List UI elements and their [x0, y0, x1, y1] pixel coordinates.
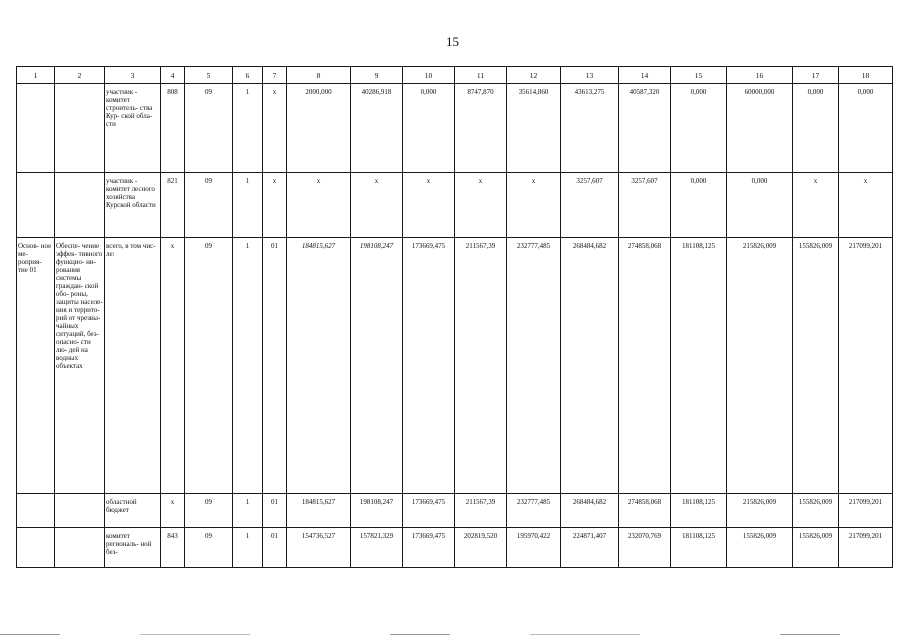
value-cell: 217099,201 — [839, 528, 893, 568]
value-cell: 60000,000 — [727, 84, 793, 173]
participant-cell: участник - комитет строитель- ства Кур- ской обла- сти — [105, 84, 161, 173]
table-row-main-measure-total — [17, 238, 893, 494]
value-cell: 217099,201 — [839, 494, 893, 528]
description-cell — [55, 84, 105, 173]
header-cell: 18 — [839, 67, 893, 84]
value-cell: 843 — [161, 528, 185, 568]
participant-cell: областной бюджет — [105, 494, 161, 528]
measure-cell — [17, 494, 55, 528]
measure-cell: Основ- ное ме- роприя- тие 01 — [17, 238, 55, 494]
header-cell: 11 — [455, 67, 507, 84]
participant-cell: комитет региональ- ной без- — [105, 528, 161, 568]
participant-cell: всего, в том чис- ле: — [105, 238, 161, 494]
value-cell: 173669,475 — [403, 494, 455, 528]
value-cell: 1 — [233, 238, 263, 494]
scan-edge-line — [0, 634, 905, 635]
value-cell: 808 — [161, 84, 185, 173]
header-cell: 17 — [793, 67, 839, 84]
value-cell: х — [507, 173, 561, 238]
table-row-construction-committee — [17, 84, 893, 173]
value-cell: 211567,39 — [455, 494, 507, 528]
value-cell: 40286,918 — [351, 84, 403, 173]
value-cell: 211567,39 — [455, 238, 507, 494]
value-cell: х — [263, 173, 287, 238]
value-cell: 274858,068 — [619, 494, 671, 528]
description-cell — [55, 173, 105, 238]
value-cell: 268484,682 — [561, 238, 619, 494]
value-cell: 43613,275 — [561, 84, 619, 173]
header-cell: 15 — [671, 67, 727, 84]
value-cell: 2000,000 — [287, 84, 351, 173]
header-cell: 5 — [185, 67, 233, 84]
value-cell: 198108,247 — [351, 238, 403, 494]
description-cell — [55, 528, 105, 568]
value-cell: 01 — [263, 494, 287, 528]
description-cell: Обеспе- чение эффек- тивного функцио- ни- рования системы граждан- ской обо- роны, защиты населе- ния и террито- рий от чрезвы- чайных ситуаций, без- опасно- сти лю- дей на водных объектах — [55, 238, 105, 494]
value-cell: 0,000 — [839, 84, 893, 173]
value-cell: 1 — [233, 84, 263, 173]
measure-cell — [17, 173, 55, 238]
value-cell: 202819,520 — [455, 528, 507, 568]
table-header-row — [17, 67, 893, 84]
budget-table — [16, 66, 893, 568]
value-cell: х — [351, 173, 403, 238]
value-cell: 274858,068 — [619, 238, 671, 494]
table-row-forestry-committee — [17, 173, 893, 238]
value-cell: 217099,201 — [839, 238, 893, 494]
value-cell: 1 — [233, 528, 263, 568]
value-cell: 181108,125 — [671, 494, 727, 528]
value-cell: 09 — [185, 238, 233, 494]
value-cell: 155826,009 — [793, 494, 839, 528]
header-cell: 2 — [55, 67, 105, 84]
value-cell: х — [161, 494, 185, 528]
header-cell: 14 — [619, 67, 671, 84]
header-cell: 1 — [17, 67, 55, 84]
value-cell: 09 — [185, 173, 233, 238]
value-cell: х — [455, 173, 507, 238]
header-cell: 7 — [263, 67, 287, 84]
value-cell: 09 — [185, 494, 233, 528]
header-cell: 10 — [403, 67, 455, 84]
value-cell: 35614,860 — [507, 84, 561, 173]
measure-cell — [17, 84, 55, 173]
value-cell: 01 — [263, 528, 287, 568]
value-cell: 155826,009 — [727, 528, 793, 568]
value-cell: 3257,607 — [561, 173, 619, 238]
value-cell: 198108,247 — [351, 494, 403, 528]
header-cell: 8 — [287, 67, 351, 84]
value-cell: 215826,009 — [727, 238, 793, 494]
participant-cell: участник - комитет лесного хозяйства Курской области — [105, 173, 161, 238]
value-cell: 155826,009 — [793, 238, 839, 494]
value-cell: 154736,527 — [287, 528, 351, 568]
value-cell: 0,000 — [671, 84, 727, 173]
measure-cell — [17, 528, 55, 568]
value-cell: х — [161, 238, 185, 494]
value-cell: 224871,407 — [561, 528, 619, 568]
page-number: 15 — [446, 34, 459, 49]
value-cell: х — [263, 84, 287, 173]
value-cell: х — [287, 173, 351, 238]
value-cell: 184815,627 — [287, 494, 351, 528]
value-cell: 195970,422 — [507, 528, 561, 568]
value-cell: 821 — [161, 173, 185, 238]
value-cell: 1 — [233, 173, 263, 238]
header-cell: 3 — [105, 67, 161, 84]
value-cell: 01 — [263, 238, 287, 494]
table-row-regional-security-committee — [17, 528, 893, 568]
value-cell: 173669,475 — [403, 238, 455, 494]
header-cell: 12 — [507, 67, 561, 84]
description-cell — [55, 494, 105, 528]
value-cell: 184815,627 — [287, 238, 351, 494]
value-cell: 1 — [233, 494, 263, 528]
header-cell: 4 — [161, 67, 185, 84]
value-cell: 0,000 — [403, 84, 455, 173]
value-cell: 0,000 — [671, 173, 727, 238]
value-cell: 181108,125 — [671, 528, 727, 568]
value-cell: 232777,485 — [507, 494, 561, 528]
value-cell: 173669,475 — [403, 528, 455, 568]
value-cell: х — [793, 173, 839, 238]
value-cell: 0,000 — [793, 84, 839, 173]
value-cell: 3257,607 — [619, 173, 671, 238]
value-cell: 268484,682 — [561, 494, 619, 528]
value-cell: х — [403, 173, 455, 238]
value-cell: 40587,320 — [619, 84, 671, 173]
value-cell: 09 — [185, 84, 233, 173]
header-cell: 13 — [561, 67, 619, 84]
value-cell: 8747,870 — [455, 84, 507, 173]
table-row-regional-budget — [17, 494, 893, 528]
value-cell: 157821,329 — [351, 528, 403, 568]
header-cell: 9 — [351, 67, 403, 84]
value-cell: 232070,769 — [619, 528, 671, 568]
value-cell: 181108,125 — [671, 238, 727, 494]
value-cell: х — [839, 173, 893, 238]
value-cell: 232777,485 — [507, 238, 561, 494]
header-cell: 6 — [233, 67, 263, 84]
header-cell: 16 — [727, 67, 793, 84]
value-cell: 09 — [185, 528, 233, 568]
value-cell: 155826,009 — [793, 528, 839, 568]
value-cell: 0,000 — [727, 173, 793, 238]
value-cell: 215826,009 — [727, 494, 793, 528]
